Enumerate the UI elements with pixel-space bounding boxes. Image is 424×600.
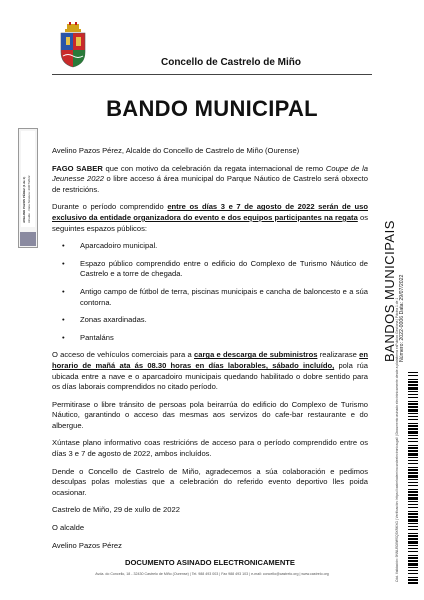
xuntase-paragraph: Xúntase plano informativo coas restricións de acceso para o período comprendido entre os días 3 e 7 de agosto de 2022, ambos incluídos. [52,438,368,459]
acceso-bold-2: en horario de mañá ata ás 08.30 horas en días laborables, sábado incluído, [52,350,368,370]
acceso-text-3: pola rúa ubicada entre a nave e o aparcadoiro municipais quedando habilitado o dobre sentido para os días laborais comprendidos no citado período. [52,360,368,392]
durante-text-2: os seguintes espazos públicos: [52,212,368,233]
list-item: • Pantaláns [70,333,368,344]
durante-bold: entre os días 3 e 7 de agosto de 2022 serán de uso exclusivo da entidade organizadora do evento e dos equipos participantes na regata [52,202,368,222]
page-footer: Avda. do Concello, 18 - 32430 Castrelo de Miño (Ourense) | Tel. 988 493 003 | Fax 988 493 103 | e-mail: concello@castrelo.org | www.castrelo.org [95,572,329,576]
list-item: • Zonas axardinadas. [70,315,368,326]
list-item: • Antigo campo de fútbol de terra, piscinas municipais e cancha de baloncesto e a súa contorna. [70,287,368,308]
stamp-seal [20,232,36,246]
permitirase-paragraph: Permitirase o libre tránsito de persoas pola beirarrúa do edificio do Complexo de Turismo Náutico, garantindo o acceso das mesmas aos servizos do cafe-bar restaurante e do albergue. [52,399,368,430]
dende-paragraph: Dende o Concello de Castrelo de Miño, agradecemos a súa colaboración e pedimos desculpas polas molestias que a celebración do referido evento deportivo lles poida ocasionar. [52,466,368,497]
fago-text-1: que con motivo da celebración da regata internacional de remo [102,163,326,173]
document-body [52,146,368,576]
fago-text-2: o libre acceso á área municipal do Parque Náutico de Castrelo será obxecto de restricións. [52,174,368,194]
register-label: BANDOS MUNICIPAIS [382,220,397,362]
durante-text-1: Durante o período comprendido [52,202,168,212]
stamp-date: Alcalde · Data Sinatura: 29/07/2022 [27,175,31,223]
barcode-icon [408,372,418,584]
list-item: • Espazo público comprendido entre o edificio do Complexo de Turismo Náutico de Castrelo e a torre de chegada. [70,259,368,280]
acceso-text-1: O acceso de vehículos comerciais para a [52,350,195,360]
register-number-date: Número: 2022-0006 Data: 29/07/2022 [399,274,405,362]
list-item: • Aparcadoiro municipal. [70,241,368,252]
validation-text: Cód. Validación: 9NNLRD9WSQ5XRKXG | Verificación: https://castrelodemino.sedeelectronica.gal/ | Documento asinado electrónicamente desde a plataforma esPublico Gestiona | Páxina 1 de 1 [395,297,399,582]
page-title: BANDO MUNICIPAL [106,96,318,121]
signer-role: O alcalde [52,523,85,533]
council-name: Concello de Castrelo de Miño [160,57,302,68]
signature-stamp [18,128,38,248]
acceso-paragraph [52,350,368,392]
intro-paragraph: Avelino Pazos Pérez, Alcalde do Concello de Castrelo de Miño (Ourense) [52,146,300,155]
signed-note: DOCUMENTO ASINADO ELECTRONICAMENTE [124,558,296,568]
acceso-bold-1: carga e descarga de subministros [194,350,318,360]
durante-paragraph [52,202,368,234]
event-name: Coupe de la Jeunesse 2022 [52,163,368,184]
signer-name: Avelino Pazos Pérez [52,540,122,550]
fago-saber-paragraph [52,164,368,196]
date-line: Castrelo de Miño, 29 de xullo de 2022 [52,505,180,515]
stamp-signer: AVELINO PAZOS PÉREZ (1 de 1) [22,176,26,223]
restricted-spaces-list [52,241,368,343]
fago-saber-lead: FAGO SABER [52,163,103,173]
acceso-text-2: realizarase [317,350,360,360]
header-divider [52,74,372,75]
